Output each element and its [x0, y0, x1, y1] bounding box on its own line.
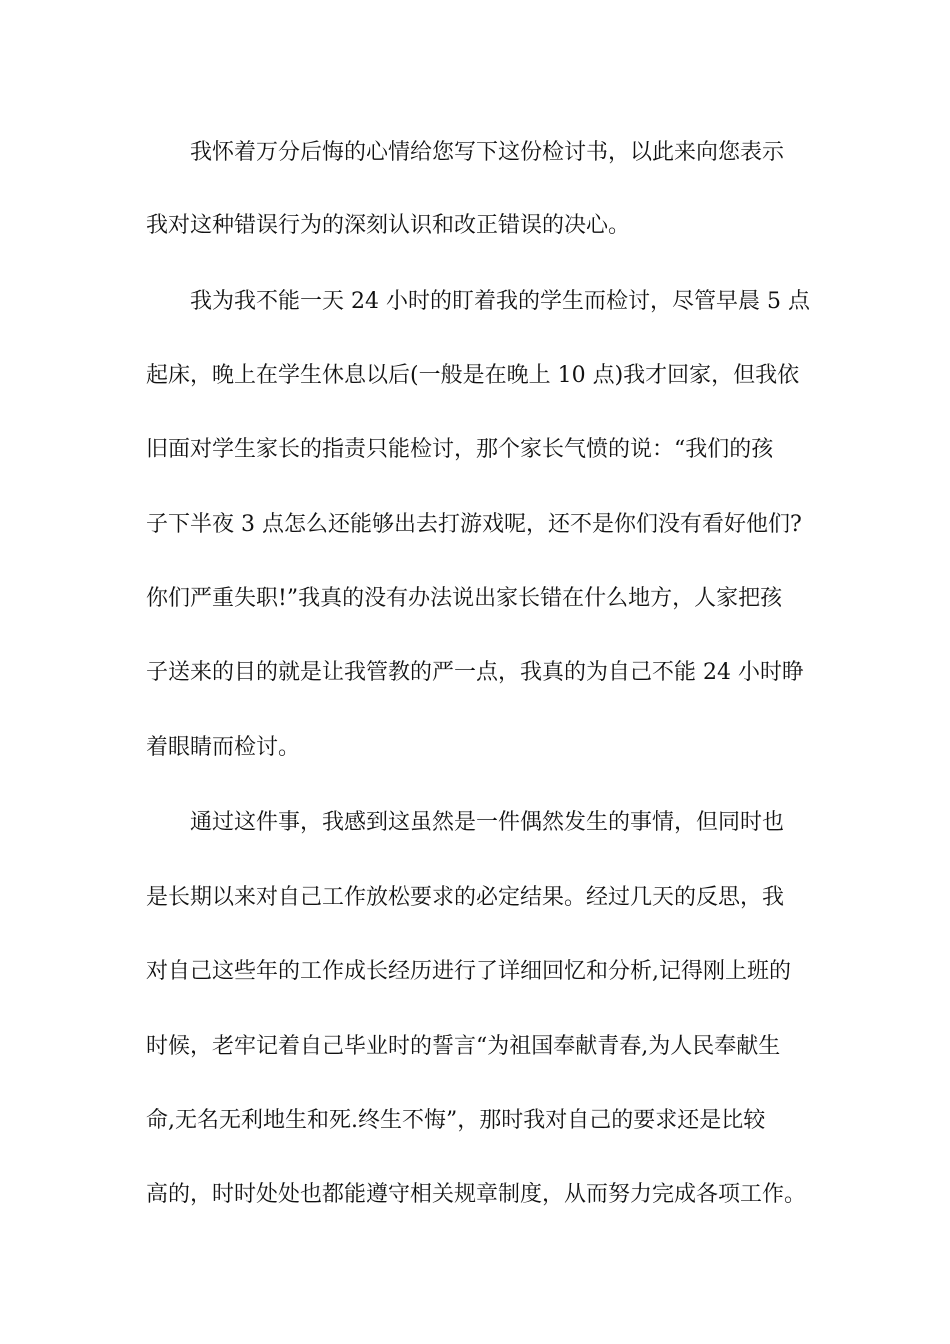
paragraph-3-line-4: 时候，老牢记着自己毕业时的誓言“为祖国奉献青春,为人民奉献生 [146, 1034, 781, 1059]
paragraph-2-line-1: 我为我不能一天 24 小时的盯着我的学生而检讨，尽管早晨 5 点 [190, 289, 810, 314]
paragraph-2-line-7: 着眼睛而检讨。 [146, 735, 301, 760]
paragraph-2-line-4: 子下半夜 3 点怎么还能够出去打游戏呢，还不是你们没有看好他们? [146, 512, 802, 537]
paragraph-1-line-1: 我怀着万分后悔的心情给您写下这份检讨书，以此来向您表示 [190, 140, 785, 165]
paragraph-2-line-3: 旧面对学生家长的指责只能检讨，那个家长气愤的说：“我们的孩 [146, 437, 774, 462]
paragraph-2-line-2: 起床，晚上在学生休息以后(一般是在晚上 10 点)我才回家，但我依 [146, 363, 800, 388]
paragraph-3-line-1: 通过这件事，我感到这虽然是一件偶然发生的事情，但同时也 [190, 810, 785, 835]
paragraph-3-line-3: 对自己这些年的工作成长经历进行了详细回忆和分析,记得刚上班的 [146, 959, 791, 984]
paragraph-3-line-6: 高的，时时处处也都能遵守相关规章制度，从而努力完成各项工作。 [146, 1182, 807, 1207]
paragraph-3-line-5: 命,无名无利地生和死.终生不悔”，那时我对自己的要求还是比较 [146, 1108, 766, 1133]
paragraph-3-line-2: 是长期以来对自己工作放松要求的必定结果。经过几天的反思，我 [146, 885, 785, 910]
paragraph-2-line-6: 子送来的目的就是让我管教的严一点，我真的为自己不能 24 小时睁 [146, 660, 804, 685]
paragraph-1-line-2: 我对这种错误行为的深刻认识和改正错误的决心。 [146, 213, 631, 238]
paragraph-2-line-5: 你们严重失职!”我真的没有办法说出家长错在什么地方，人家把孩 [146, 586, 783, 611]
